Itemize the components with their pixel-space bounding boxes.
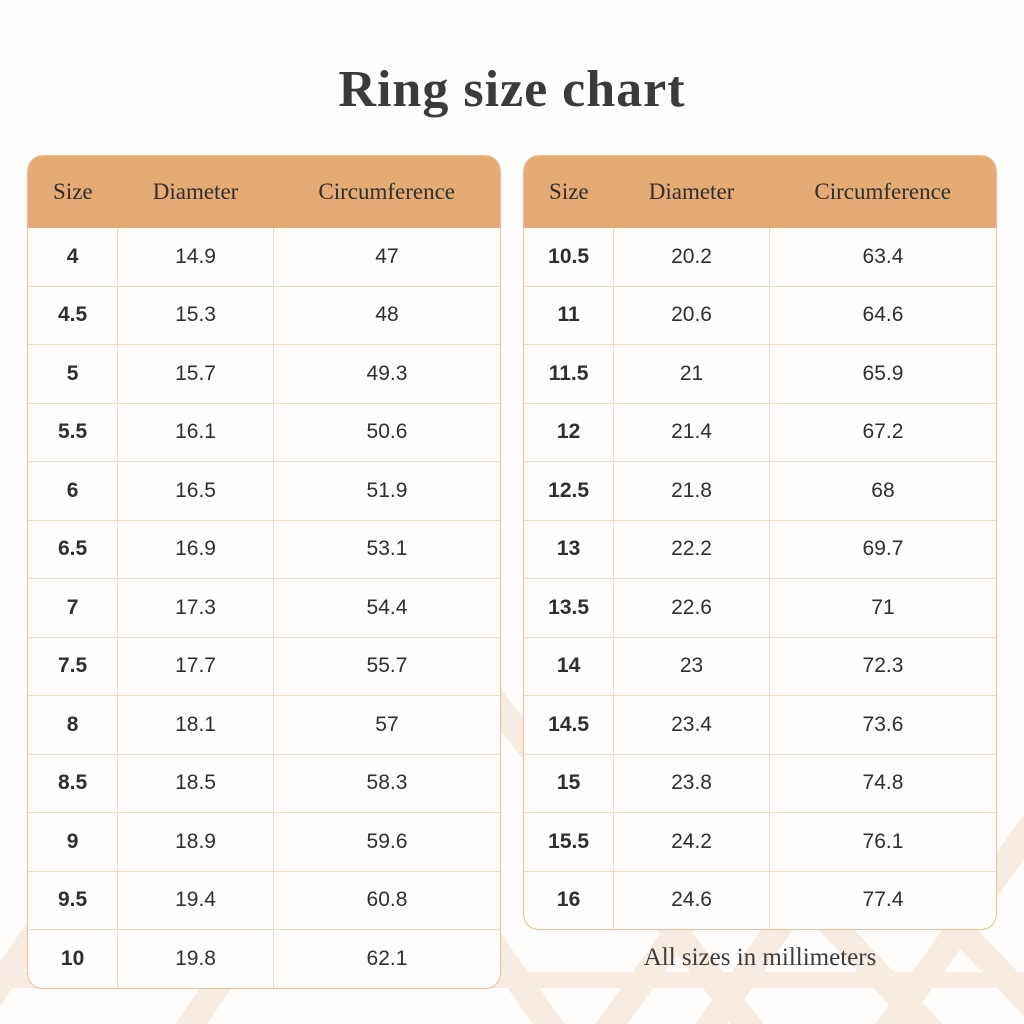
table-header-row bbox=[524, 156, 996, 228]
cell-diameter: 17.3 bbox=[118, 579, 274, 638]
cell-size: 4 bbox=[28, 228, 118, 286]
cell-circumference: 57 bbox=[273, 696, 500, 755]
cell-diameter: 15.3 bbox=[118, 286, 274, 345]
cell-diameter: 20.2 bbox=[614, 228, 770, 286]
cell-circumference: 59.6 bbox=[273, 813, 500, 872]
cell-diameter: 14.9 bbox=[118, 228, 274, 286]
cell-size: 11.5 bbox=[524, 345, 614, 404]
cell-circumference: 60.8 bbox=[273, 871, 500, 930]
cell-diameter: 16.9 bbox=[118, 520, 274, 579]
column-header-diameter: Diameter bbox=[614, 156, 770, 228]
cell-circumference: 55.7 bbox=[273, 637, 500, 696]
cell-circumference: 47 bbox=[273, 228, 500, 286]
cell-size: 14 bbox=[524, 637, 614, 696]
cell-size: 6.5 bbox=[28, 520, 118, 579]
table-row bbox=[28, 696, 500, 755]
cell-size: 9 bbox=[28, 813, 118, 872]
tables-container bbox=[0, 155, 1024, 989]
table-row bbox=[524, 286, 996, 345]
column-header-diameter: Diameter bbox=[118, 156, 274, 228]
table-row bbox=[524, 637, 996, 696]
cell-diameter: 23 bbox=[614, 637, 770, 696]
cell-size: 5.5 bbox=[28, 403, 118, 462]
column-header-size: Size bbox=[28, 156, 118, 228]
table-row bbox=[524, 813, 996, 872]
cell-size: 13 bbox=[524, 520, 614, 579]
cell-size: 4.5 bbox=[28, 286, 118, 345]
cell-circumference: 54.4 bbox=[273, 579, 500, 638]
table-row bbox=[28, 930, 500, 988]
cell-size: 15 bbox=[524, 754, 614, 813]
cell-diameter: 23.4 bbox=[614, 696, 770, 755]
cell-circumference: 67.2 bbox=[769, 403, 996, 462]
cell-size: 8 bbox=[28, 696, 118, 755]
cell-diameter: 18.1 bbox=[118, 696, 274, 755]
table-row bbox=[524, 871, 996, 929]
cell-circumference: 63.4 bbox=[769, 228, 996, 286]
cell-circumference: 53.1 bbox=[273, 520, 500, 579]
cell-size: 5 bbox=[28, 345, 118, 404]
cell-circumference: 76.1 bbox=[769, 813, 996, 872]
right-column bbox=[523, 155, 997, 989]
cell-circumference: 48 bbox=[273, 286, 500, 345]
cell-circumference: 71 bbox=[769, 579, 996, 638]
table-row bbox=[524, 345, 996, 404]
table-header-row bbox=[28, 156, 500, 228]
footnote: All sizes in millimeters bbox=[643, 944, 877, 971]
cell-diameter: 18.5 bbox=[118, 754, 274, 813]
cell-circumference: 51.9 bbox=[273, 462, 500, 521]
cell-diameter: 19.8 bbox=[118, 930, 274, 988]
left-table-body bbox=[28, 228, 500, 988]
cell-size: 7 bbox=[28, 579, 118, 638]
cell-circumference: 69.7 bbox=[769, 520, 996, 579]
cell-diameter: 20.6 bbox=[614, 286, 770, 345]
cell-size: 11 bbox=[524, 286, 614, 345]
cell-size: 8.5 bbox=[28, 754, 118, 813]
cell-diameter: 19.4 bbox=[118, 871, 274, 930]
right-table-card bbox=[523, 155, 997, 930]
table-row bbox=[28, 754, 500, 813]
cell-size: 12 bbox=[524, 403, 614, 462]
cell-size: 12.5 bbox=[524, 462, 614, 521]
cell-circumference: 50.6 bbox=[273, 403, 500, 462]
right-table-body bbox=[524, 228, 996, 929]
cell-circumference: 49.3 bbox=[273, 345, 500, 404]
cell-size: 7.5 bbox=[28, 637, 118, 696]
table-row bbox=[524, 403, 996, 462]
page-title: Ring size chart bbox=[338, 61, 686, 118]
cell-diameter: 24.2 bbox=[614, 813, 770, 872]
left-table-head bbox=[28, 156, 500, 228]
table-row bbox=[28, 228, 500, 286]
cell-circumference: 68 bbox=[769, 462, 996, 521]
table-row bbox=[524, 462, 996, 521]
table-row bbox=[28, 403, 500, 462]
cell-size: 9.5 bbox=[28, 871, 118, 930]
cell-diameter: 22.6 bbox=[614, 579, 770, 638]
cell-diameter: 24.6 bbox=[614, 871, 770, 929]
cell-diameter: 16.5 bbox=[118, 462, 274, 521]
cell-circumference: 65.9 bbox=[769, 345, 996, 404]
cell-diameter: 15.7 bbox=[118, 345, 274, 404]
cell-size: 16 bbox=[524, 871, 614, 929]
cell-size: 10.5 bbox=[524, 228, 614, 286]
right-table bbox=[524, 156, 996, 929]
cell-circumference: 72.3 bbox=[769, 637, 996, 696]
cell-size: 13.5 bbox=[524, 579, 614, 638]
cell-circumference: 62.1 bbox=[366, 946, 408, 970]
cell-size: 6 bbox=[28, 462, 118, 521]
left-table bbox=[28, 156, 500, 988]
table-row bbox=[524, 228, 996, 286]
column-header-circumference: Circumference bbox=[273, 156, 500, 228]
cell-diameter: 17.7 bbox=[118, 637, 274, 696]
cell-circumference: 77.4 bbox=[862, 888, 904, 912]
cell-diameter: 21.8 bbox=[614, 462, 770, 521]
table-row bbox=[524, 754, 996, 813]
cell-diameter: 18.9 bbox=[118, 813, 274, 872]
table-row bbox=[28, 579, 500, 638]
table-row bbox=[524, 696, 996, 755]
cell-size: 10 bbox=[28, 930, 118, 988]
left-table-card bbox=[27, 155, 501, 989]
table-row bbox=[28, 345, 500, 404]
table-row bbox=[28, 462, 500, 521]
cell-size: 15.5 bbox=[524, 813, 614, 872]
column-header-size: Size bbox=[524, 156, 614, 228]
cell-diameter: 16.1 bbox=[118, 403, 274, 462]
table-row bbox=[28, 520, 500, 579]
cell-diameter: 21.4 bbox=[614, 403, 770, 462]
table-row bbox=[28, 813, 500, 872]
cell-circumference: 64.6 bbox=[769, 286, 996, 345]
table-row bbox=[524, 520, 996, 579]
cell-circumference: 74.8 bbox=[769, 754, 996, 813]
cell-circumference: 73.6 bbox=[769, 696, 996, 755]
right-table-head bbox=[524, 156, 996, 228]
cell-diameter: 23.8 bbox=[614, 754, 770, 813]
table-row bbox=[524, 579, 996, 638]
column-header-circumference: Circumference bbox=[769, 156, 996, 228]
table-row bbox=[28, 871, 500, 930]
cell-circumference: 58.3 bbox=[273, 754, 500, 813]
table-row bbox=[28, 286, 500, 345]
cell-diameter: 22.2 bbox=[614, 520, 770, 579]
cell-diameter: 21 bbox=[614, 345, 770, 404]
cell-size: 14.5 bbox=[524, 696, 614, 755]
table-row bbox=[28, 637, 500, 696]
